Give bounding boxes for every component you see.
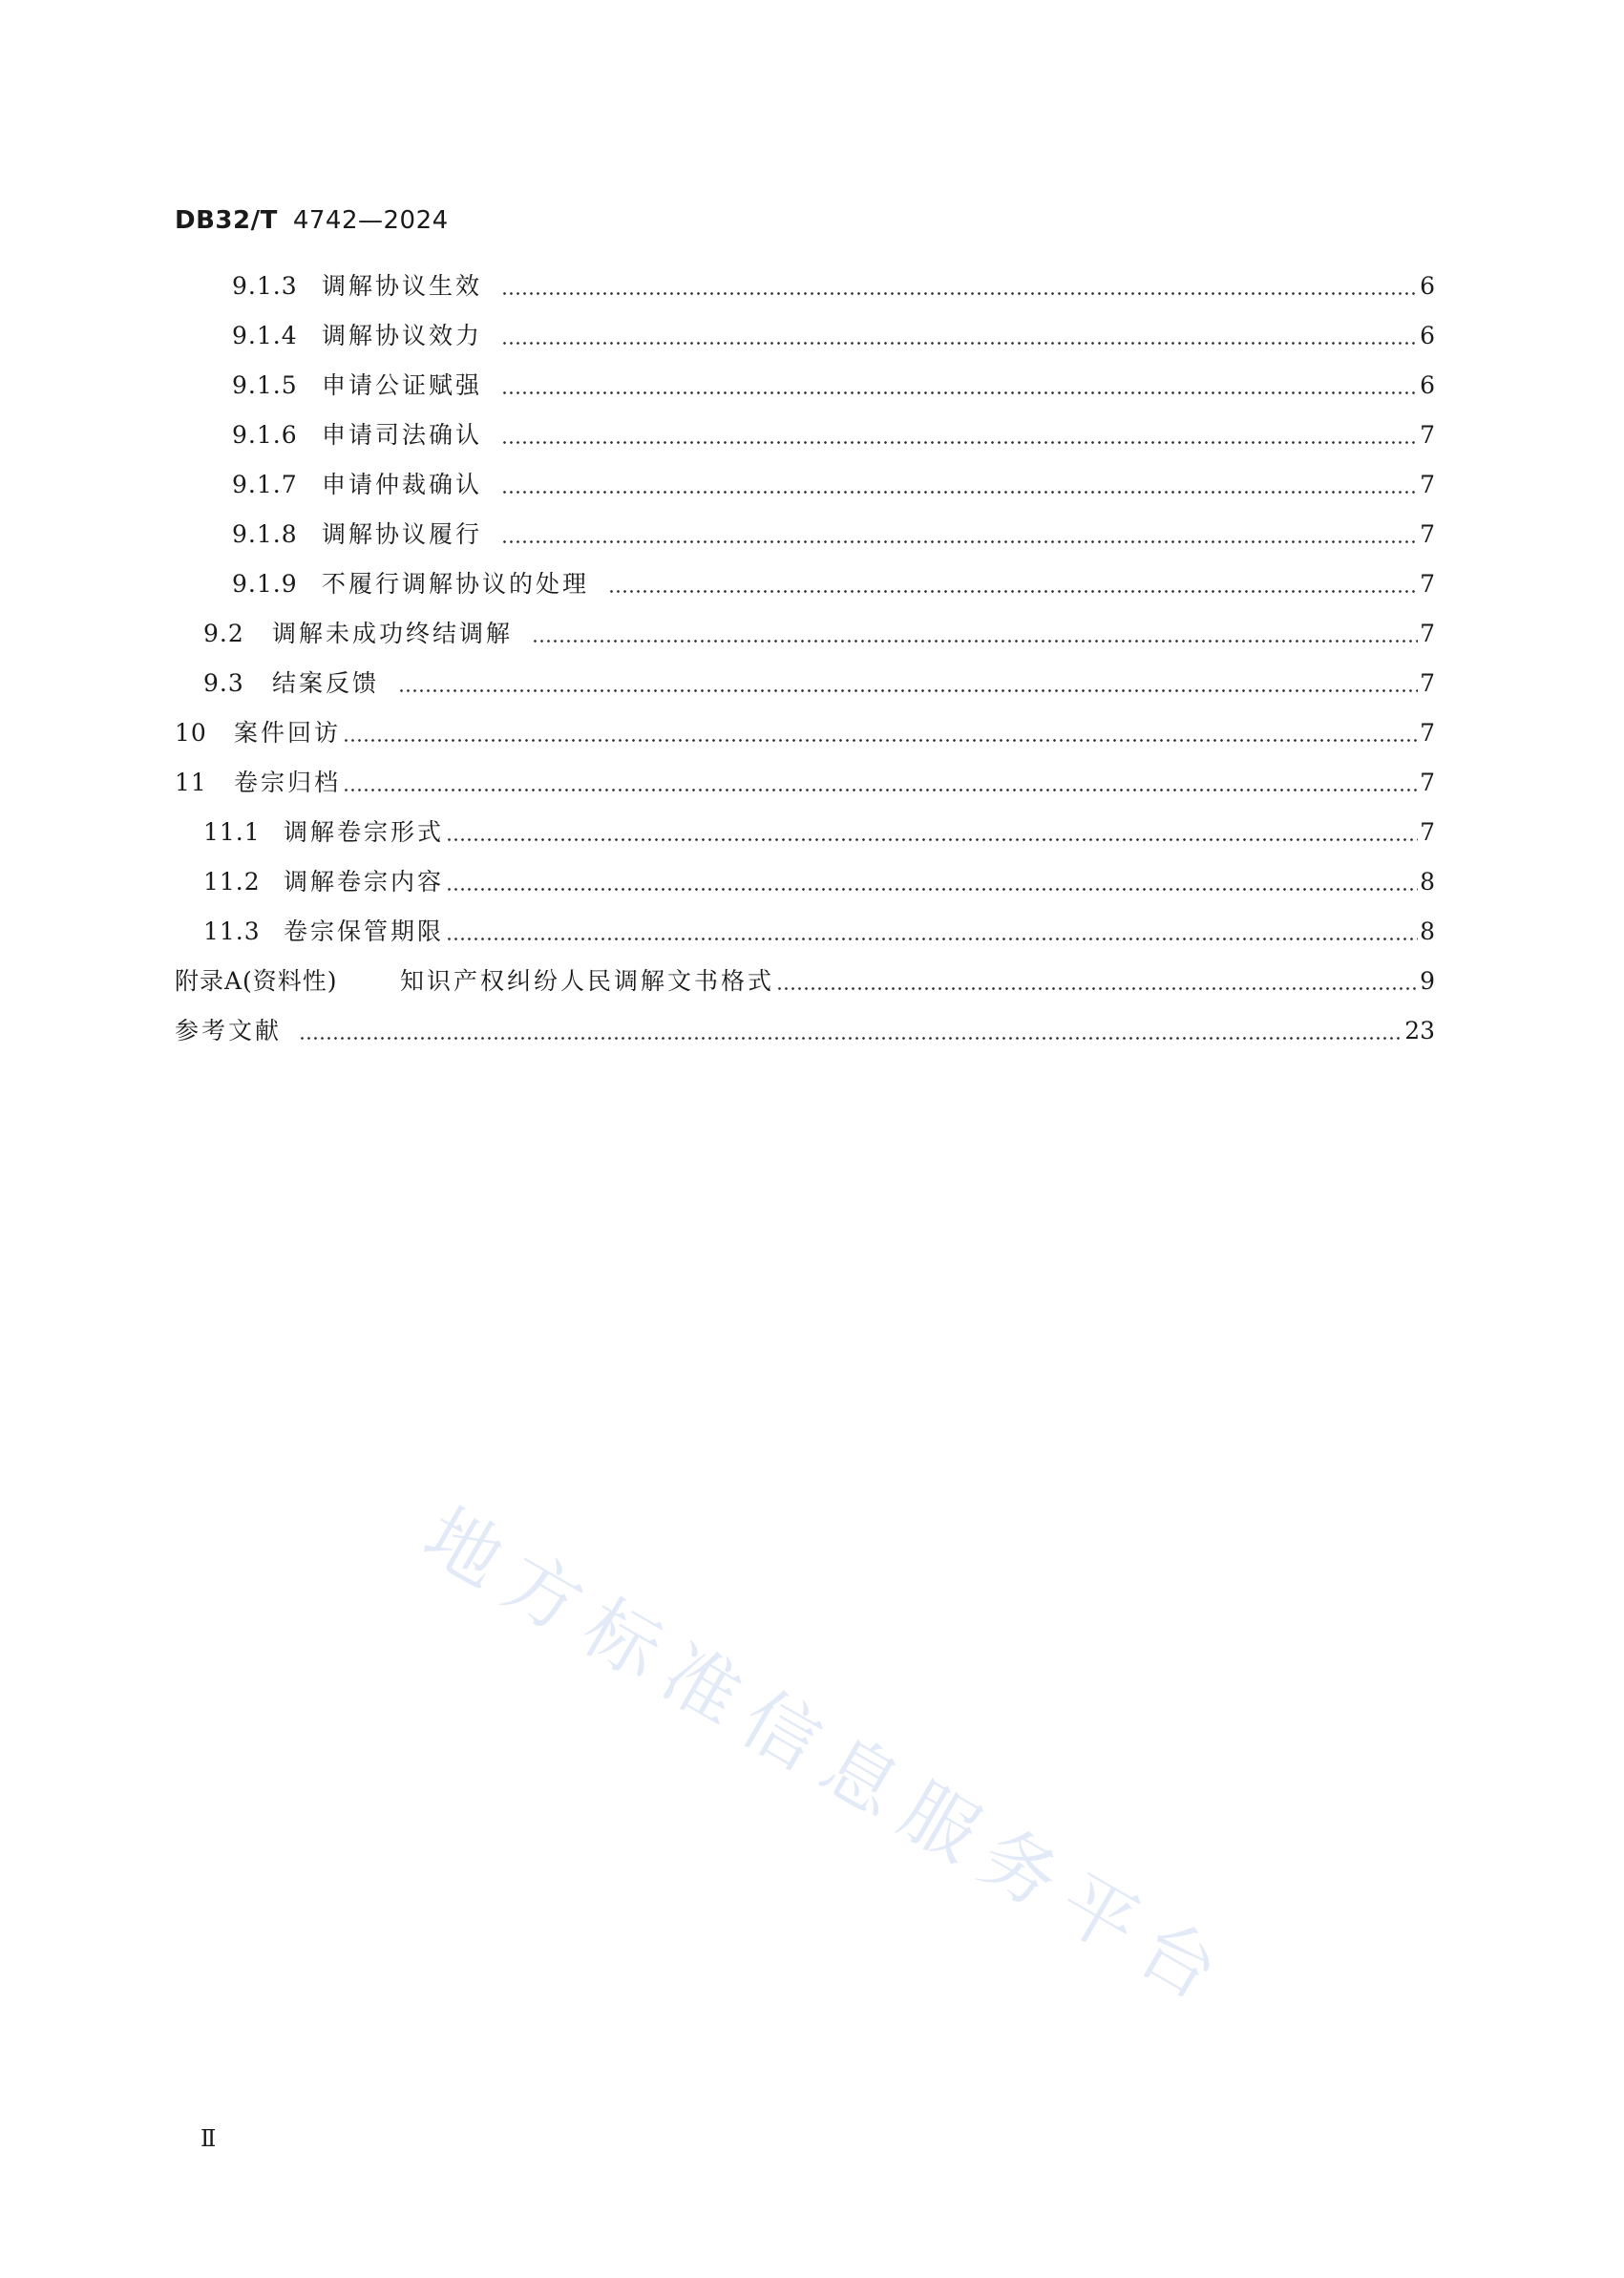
toc-entry-number: 9.1.3 [232,272,298,300]
toc-leader-dots [501,416,1418,454]
toc-entry-number: 10 [175,719,207,747]
toc-leader-dots [343,764,1418,802]
toc-entry-page: 8 [1420,868,1435,896]
toc-entry-title: 卷宗保管期限 [284,918,445,945]
toc-entry-number: 附录A(资料性) [175,967,338,995]
toc-entry-9-1-6[interactable] [232,416,1435,454]
toc-entry-9-1-3[interactable] [232,267,1435,306]
toc-entry-page: 7 [1420,719,1435,747]
toc-entry-title: 参考文献 [175,1017,283,1044]
toc-leader-dots [398,664,1418,703]
toc-entry-page: 7 [1420,421,1435,449]
toc-entry-number: 9.1.6 [232,421,298,449]
toc-entry-page: 7 [1420,669,1435,697]
toc-entry-9-1-7[interactable] [232,466,1435,504]
toc-entry-9-1-8[interactable] [232,516,1435,554]
toc-entry-title: 调解协议生效 [322,272,483,300]
toc-entry-page: 8 [1420,918,1435,945]
toc-entry-9-1-5[interactable] [232,367,1435,405]
toc-entry-page: 7 [1420,570,1435,598]
toc-entry-title: 调解协议效力 [322,322,483,349]
standard-code: DB32/T [175,206,278,235]
toc-entry-number: 11.2 [203,868,261,896]
toc-entry-number: 9.2 [203,620,244,647]
toc-entry-11-1[interactable] [203,813,1435,852]
toc-entry-page: 7 [1420,818,1435,846]
toc-entry-10[interactable] [175,714,1435,752]
standard-number: 4742—2024 [292,206,449,235]
toc-entry-title: 不履行调解协议的处理 [322,570,590,598]
toc-entry-title: 申请公证赋强 [322,371,483,399]
toc-entry-number: 9.1.9 [232,570,298,598]
toc-entry-number: 9.3 [203,669,244,697]
toc-entry-title: 调解卷宗形式 [284,818,445,846]
page-number: Ⅱ [200,2125,217,2152]
toc-entry-references[interactable] [175,1012,1435,1050]
toc-leader-dots [501,516,1418,554]
toc-entry-title: 调解未成功终结调解 [272,620,514,647]
toc-entry-title: 结案反馈 [272,669,380,697]
toc-entry-appendix-a[interactable] [175,962,1435,1001]
toc-entry-title: 申请仲裁确认 [322,471,483,498]
toc-leader-dots [501,367,1418,405]
toc-entry-page: 7 [1420,471,1435,498]
toc-leader-dots [501,466,1418,504]
toc-entry-page: 6 [1420,272,1435,300]
toc-entry-page: 7 [1420,520,1435,548]
toc-entry-number: 9.1.8 [232,520,298,548]
toc-entry-number: 9.1.4 [232,322,298,349]
toc-entry-number: 9.1.7 [232,471,298,498]
toc-leader-dots [446,913,1418,951]
toc-leader-dots [532,615,1418,653]
toc-entry-page: 7 [1420,769,1435,796]
toc-entry-page: 9 [1420,967,1435,995]
toc-entry-11-3[interactable] [203,913,1435,951]
toc-entry-number: 11.3 [203,918,261,945]
toc-leader-dots [501,267,1418,306]
toc-entry-9-1-9[interactable] [232,565,1435,603]
toc-leader-dots [501,317,1418,355]
toc-entry-title: 案件回访 [234,719,342,747]
watermark: 地方标准信息服务平台 [410,1492,1247,2026]
toc-leader-dots [608,565,1418,603]
toc-entry-number: 11.1 [203,818,261,846]
toc-entry-11-2[interactable] [203,863,1435,901]
toc-leader-dots [446,813,1418,852]
toc-entry-title: 调解协议履行 [322,520,483,548]
toc-entry-9-2[interactable] [203,615,1435,653]
toc-leader-dots [299,1012,1403,1050]
toc-entry-title: 卷宗归档 [234,769,342,796]
toc-leader-dots [776,962,1418,1001]
toc-entry-page: 7 [1420,620,1435,647]
toc-leader-dots [343,714,1418,752]
toc-entry-9-3[interactable] [203,664,1435,703]
toc-entry-11[interactable] [175,764,1435,802]
toc-entry-number: 9.1.5 [232,371,298,399]
toc-entry-number: 11 [175,769,207,796]
toc-entry-title: 申请司法确认 [322,421,483,449]
toc-entry-page: 23 [1404,1017,1435,1044]
toc-entry-page: 6 [1420,322,1435,349]
toc-entry-page: 6 [1420,371,1435,399]
toc-entry-title: 调解卷宗内容 [284,868,445,896]
toc-leader-dots [446,863,1418,901]
toc-entry-title: 知识产权纠纷人民调解文书格式 [400,967,775,995]
toc-entry-9-1-4[interactable] [232,317,1435,355]
